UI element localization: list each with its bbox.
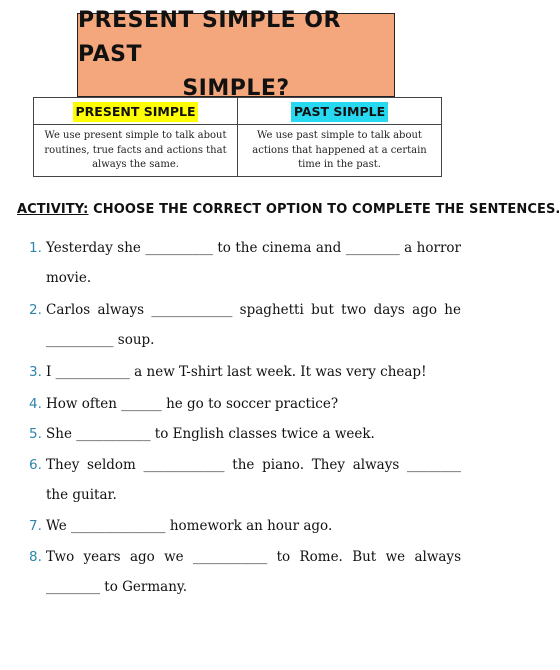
item-text: Carlos always ____________ spaghetti but two days ago he __________ soup.	[46, 302, 461, 348]
item-number: 5.	[29, 426, 42, 442]
exercise-item-8	[29, 542, 461, 602]
exercise-item-4	[29, 389, 461, 419]
item-text: She ___________ to English classes twice a week.	[46, 426, 375, 442]
present-simple-description: We use present simple to talk about routines, true facts and actions that always the same.	[34, 125, 238, 177]
past-simple-heading: PAST SIMPLE	[291, 102, 388, 122]
title-line-1: PRESENT SIMPLE OR PAST	[78, 8, 341, 67]
item-text: Two years ago we ___________ to Rome. But we always ________ to Germany.	[46, 549, 461, 595]
activity-instruction: CHOOSE THE CORRECT OPTION TO COMPLETE THE SENTENCES.	[88, 202, 560, 217]
item-text: We ______________ homework an hour ago.	[46, 518, 333, 534]
exercise-item-1	[29, 233, 461, 293]
item-text: Yesterday she __________ to the cinema and ________ a horror movie.	[46, 240, 461, 286]
item-number: 4.	[29, 396, 42, 412]
activity-label: ACTIVITY:	[17, 202, 89, 217]
item-number: 7.	[29, 518, 42, 534]
exercise-item-2	[29, 295, 461, 355]
item-number: 8.	[29, 549, 42, 565]
past-simple-header-cell	[238, 98, 442, 125]
item-text: They seldom ____________ the piano. They always ________ the guitar.	[46, 457, 461, 503]
item-text: How often ______ he go to soccer practice?	[46, 396, 339, 412]
exercise-item-7	[29, 511, 461, 541]
exercise-item-6	[29, 450, 461, 510]
past-simple-description: We use past simple to talk about actions that happened at a certain time in the past.	[238, 125, 442, 177]
item-number: 3.	[29, 364, 42, 380]
present-simple-header-cell	[34, 98, 238, 125]
item-number: 2.	[29, 302, 42, 318]
exercise-item-5	[29, 419, 461, 449]
activity-heading	[17, 202, 560, 217]
title-line-2: SIMPLE?	[182, 76, 290, 101]
present-simple-heading: PRESENT SIMPLE	[73, 102, 199, 122]
item-number: 1.	[29, 240, 42, 256]
exercise-item-3	[29, 357, 461, 387]
item-text: I ___________ a new T-shirt last week. It was very cheap!	[46, 364, 427, 380]
item-number: 6.	[29, 457, 42, 473]
comparison-table	[33, 97, 442, 177]
title-box	[77, 8, 395, 101]
